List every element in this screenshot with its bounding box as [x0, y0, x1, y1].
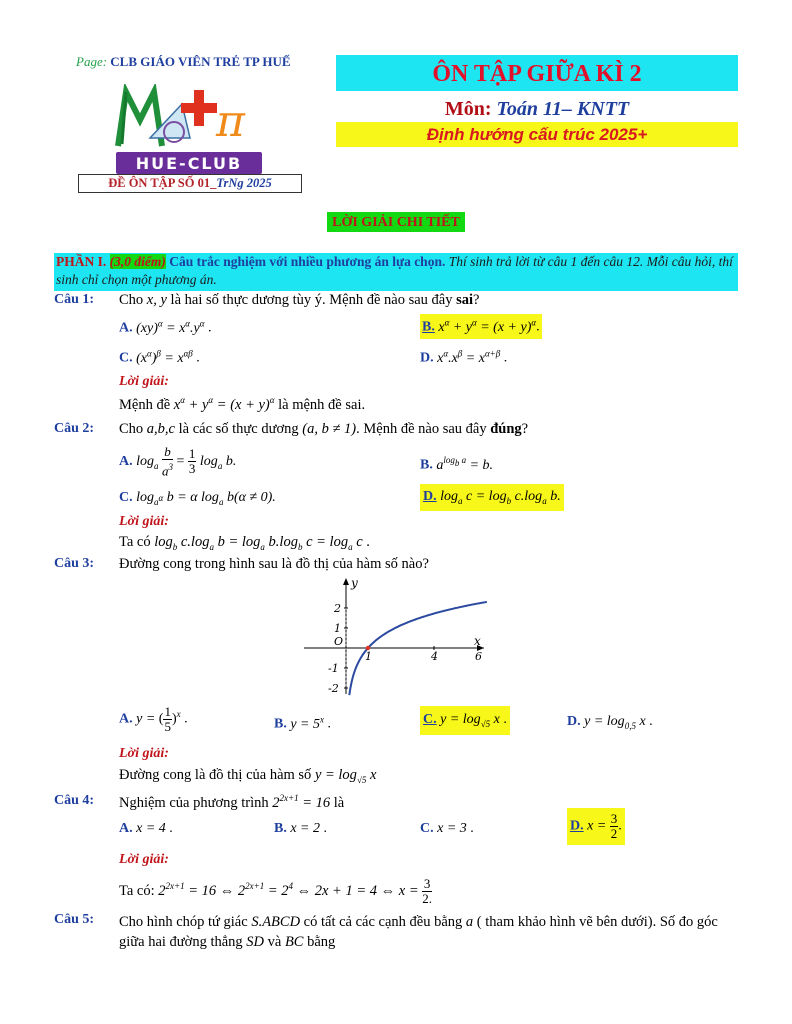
q3-option-a: A. y = ( $\frac{1}{5}$ )$^x$ .	[119, 704, 188, 734]
q3-option-b: B. $y = 5^x$ .	[274, 714, 332, 732]
question-1-text: Cho x, y là hai số thực dương tùy ý. Mệnh đề nào sau đây sai?	[119, 292, 480, 308]
exam-title: ÔN TẬP GIỮA KÌ 2	[336, 55, 738, 91]
q4-option-c: C. x = 3 .	[420, 821, 474, 836]
origin-label: O	[334, 635, 344, 648]
y-tick-label: 2	[334, 602, 341, 615]
page-name: CLB GIÁO VIÊN TRẺ TP HUẾ	[110, 54, 291, 69]
x-tick-label: 6	[475, 650, 482, 663]
page-label: Page: CLB GIÁO VIÊN TRẺ TP HUẾ	[76, 54, 291, 69]
question-5-label: Câu 5:	[54, 912, 95, 927]
q1-option-c: C. $(x^\alpha)^\beta = x^{\alpha\beta}$ .	[119, 348, 200, 366]
q2-option-a: A. $\log_a$ $\frac{b}{a^3}$ = $\frac{1}{3}$ $\log_a b$.	[119, 444, 237, 479]
part-one-header: PHẦN I. (3,0 điểm) Câu trắc nghiệm với nhiều phương án lựa chọn. Thí sinh trả lời từ câu 1 đến câu 12. Mỗi câu hỏi, thí sinh chỉ chọn một phương án.	[54, 253, 738, 291]
y-tick-label: -1	[328, 662, 339, 675]
q1-option-a: A. $(xy)^\alpha = x^\alpha.y^\alpha$ .	[119, 318, 212, 336]
question-3-label: Câu 3:	[54, 556, 95, 571]
q1-solution-text: Mệnh đề $x^\alpha + y^\alpha = (x + y)^\alpha$ là mệnh đề sai.	[119, 395, 366, 413]
q4-option-a: A. x = 4 .	[119, 821, 173, 836]
x-tick-label: 4	[431, 650, 438, 663]
q3-solution-text: Đường cong là đồ thị của hàm số $y = \log_{√5} x$	[119, 767, 377, 785]
q4-solution-text: Ta có: $2^{2x+1} = 16$ ⇔ $2^{2x+1} = 2^4$ ⇔ 2x + 1 = 4 ⇔ x = $\frac{3}{2.}$	[119, 876, 432, 906]
question-5-text: Cho hình chóp tứ giác S.ABCD có tất cả các cạnh đều bằng a ( tham khảo hình vẽ bên dưới). Số đo góc giữa hai đường thẳng SD và BC bằng	[119, 914, 718, 950]
y-axis-arrow	[343, 578, 349, 585]
q3-solution-label: Lời giải:	[119, 746, 169, 761]
question-3-text: Đường cong trong hình sau là đồ thị của hàm số nào?	[119, 556, 429, 572]
question-4-text: Nghiệm của phương trình $2^{2x+1} = 16$ là	[119, 793, 345, 811]
question-2-text: Cho a,b,c là các số thực dương (a, b ≠ 1). Mệnh đề nào sau đây đúng?	[119, 421, 529, 437]
root-point	[366, 646, 370, 650]
y-axis-label: y	[351, 576, 358, 590]
q4-option-d-correct: D. x = $\frac{3}{2}$ .	[567, 808, 625, 845]
subject-line: Môn: Toán 11– KNTT	[444, 98, 630, 120]
q3-option-d: D. $y = \log_{0,5} x$ .	[567, 714, 653, 731]
q1-option-b-correct: B. $x^\alpha + y^\alpha = (x + y)^\alpha$.	[420, 314, 542, 339]
log-function-graph	[304, 576, 494, 703]
x-axis-label: x	[474, 634, 481, 648]
q3-option-c-correct: C. $y = \log_{√5} x$ .	[420, 706, 510, 735]
q1-solution-label: Lời giải:	[119, 374, 169, 389]
question-1-label: Câu 1:	[54, 292, 95, 307]
q2-option-c: C. $\log_{a^\alpha} b = \alpha$ $\log_a b(\alpha \ne 0)$.	[119, 490, 276, 507]
x-tick-label: 1	[365, 650, 372, 663]
q2-option-d-correct: D. $\log_a c = \log_b c.\log_a$ b.	[420, 484, 564, 511]
svg-text:π: π	[216, 96, 245, 147]
q4-option-b: B. x = 2 .	[274, 821, 328, 836]
q4-solution-label: Lời giải:	[119, 852, 169, 867]
y-tick-label: 1	[334, 622, 341, 635]
y-tick-label: -2	[328, 682, 339, 695]
hue-club-logo	[112, 84, 264, 176]
orientation-bar: Định hướng cấu trúc 2025+	[336, 122, 738, 147]
exam-number-box: ĐỀ ÔN TẬP SỐ 01_TrNg 2025	[78, 174, 302, 193]
solution-title: LỜI GIẢI CHI TIẾT	[327, 212, 465, 232]
q1-option-d: D. $x^\alpha.x^\beta = x^{\alpha+\beta}$ .	[420, 348, 508, 366]
logo-text: HUE-CLUB	[135, 154, 243, 173]
q2-option-b: B. $a^{log_b a} = b$.	[420, 455, 494, 473]
question-2-label: Câu 2:	[54, 421, 95, 436]
q2-solution-label: Lời giải:	[119, 514, 169, 529]
question-4-label: Câu 4:	[54, 793, 95, 808]
q2-solution-text: Ta có $\log_b c.\log_a$ $b = \log_a b.\log_b$ $c = \log_a c$ .	[119, 534, 370, 552]
